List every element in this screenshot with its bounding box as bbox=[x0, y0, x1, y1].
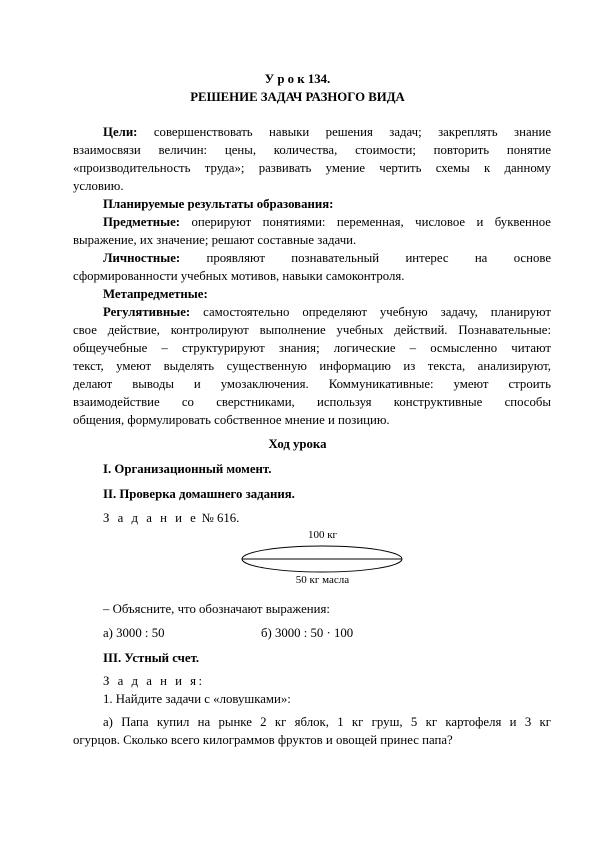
task-1: 1. Найдите задачи с «ловушками»: bbox=[103, 692, 291, 706]
tasks-label: З а д а н и я: bbox=[103, 674, 205, 688]
goals-line-3: «производительность труда»; развивать умение чертить схемы к данному bbox=[73, 161, 551, 175]
meta-line-6: взаимодействие со сверстниками, используя конструктивные способы bbox=[73, 395, 551, 409]
goals-line-1: Цели: совершенствовать навыки решения задач; закреплять знание bbox=[103, 125, 551, 139]
regulative-label: Регулятивные: bbox=[103, 305, 191, 319]
stage-2: II. Проверка домашнего задания. bbox=[103, 487, 295, 501]
task-1a-line-2: огурцов. Сколько всего килограммов фруктов и овощей принес папа? bbox=[73, 733, 453, 747]
personal-line-1: Личностные: проявляют познавательный интерес на основе bbox=[103, 251, 551, 265]
expression-b: б) 3000 : 50 · 100 bbox=[261, 626, 354, 640]
goals-line-2: взаимосвязи величин: цены, количества, стоимости; повторить понятие bbox=[73, 143, 551, 157]
meta-line-3: общеучебные – структурируют знания; логические – осмысленно читают bbox=[73, 341, 551, 355]
meta-label: Метапредметные: bbox=[103, 287, 208, 301]
task-1a-line-1: а) Папа купил на рынке 2 кг яблок, 1 кг груш, 5 кг картофеля и 3 кг bbox=[103, 715, 551, 729]
meta-line-5: делают выводы и умозаключения. Коммуникативные: умеют строить bbox=[73, 377, 551, 391]
course-heading: Ход урока bbox=[268, 437, 327, 451]
meta-line-4: текст, умеют выделять существенную информацию из текста, анализируют, bbox=[73, 359, 551, 373]
mass-diagram bbox=[240, 531, 405, 587]
stage-3: III. Устный счет. bbox=[103, 651, 200, 665]
diagram-top-label: 100 кг bbox=[307, 529, 338, 541]
goals-label: Цели: bbox=[103, 125, 138, 139]
lesson-title: РЕШЕНИЕ ЗАДАЧ РАЗНОГО ВИДА bbox=[190, 90, 405, 104]
personal-label: Личностные: bbox=[103, 251, 181, 265]
stage-1: I. Организационный момент. bbox=[103, 462, 272, 476]
personal-line-2: сформированности учебных мотивов, навыки самоконтроля. bbox=[73, 269, 405, 283]
task-number: № 616. bbox=[201, 511, 240, 525]
meta-line-1: Регулятивные: самостоятельно определяют учебную задачу, планируют bbox=[103, 305, 551, 319]
task-heading bbox=[103, 510, 239, 526]
subject-line-2: выражение, их значение; решают составные задачи. bbox=[73, 233, 357, 247]
results-heading: Планируемые результаты образования: bbox=[103, 197, 334, 211]
meta-line-7: общения, формулировать собственное мнение и позицию. bbox=[73, 413, 390, 427]
subject-label: Предметные: bbox=[103, 215, 181, 229]
lesson-number: У р о к 134. bbox=[264, 72, 331, 86]
task-label: З а д а н и е bbox=[103, 511, 199, 525]
goals-line-4: условию. bbox=[73, 179, 124, 193]
meta-line-2: свое действие, контролируют выполнение учебных действий. Познавательные: bbox=[73, 323, 551, 337]
expression-a: а) 3000 : 50 bbox=[103, 626, 165, 640]
subject-line-1: Предметные: оперируют понятиями: переменная, числовое и буквенное bbox=[103, 215, 551, 229]
explain-prompt: – Объясните, что обозначают выражения: bbox=[103, 602, 330, 616]
diagram-bottom-label: 50 кг масла bbox=[295, 574, 350, 586]
